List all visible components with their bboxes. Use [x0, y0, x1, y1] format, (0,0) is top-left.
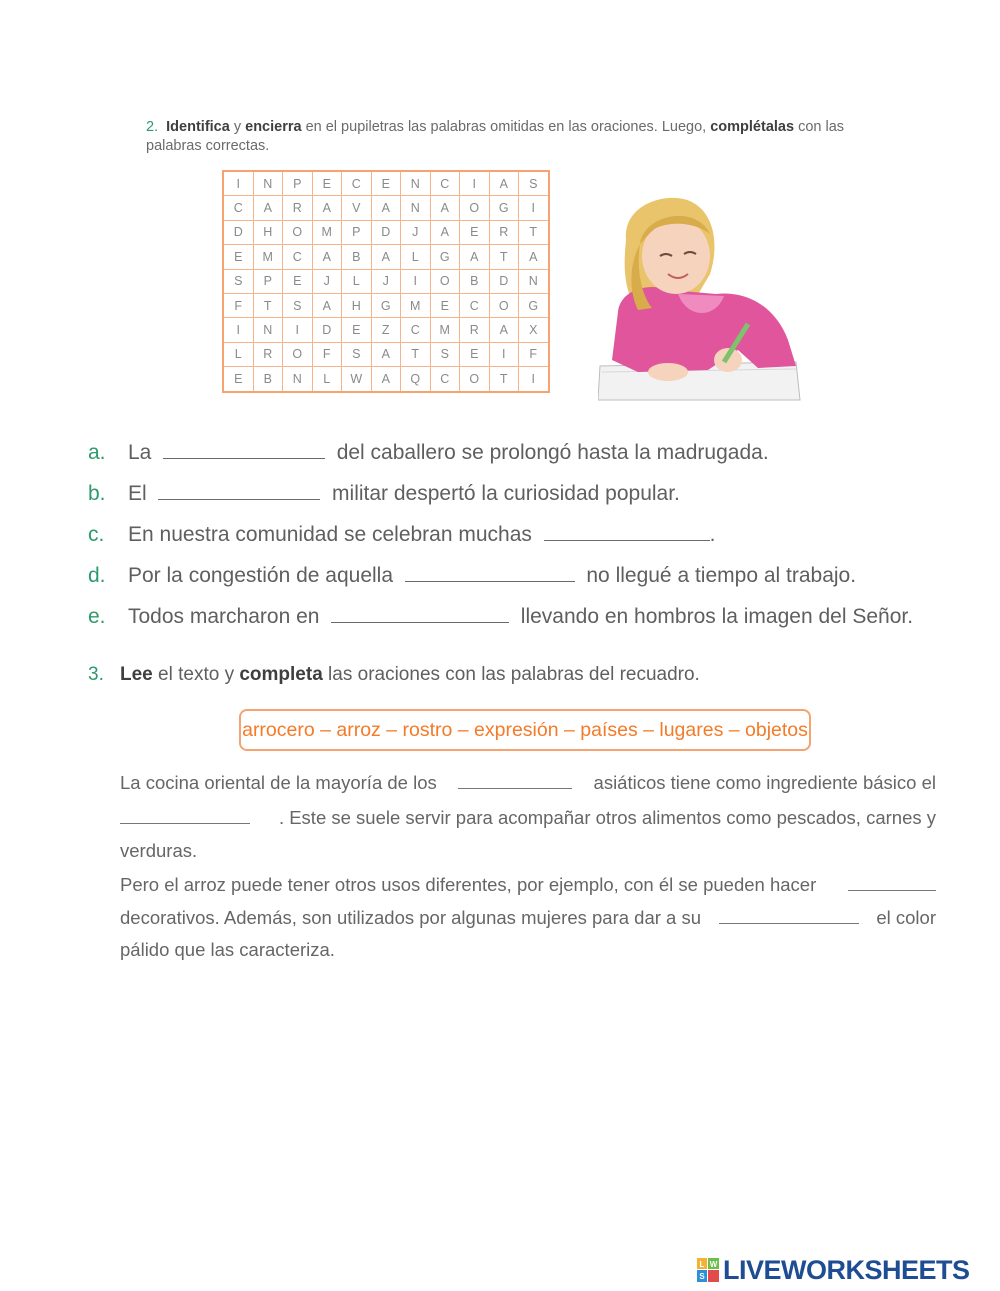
paragraph-text: el color	[876, 907, 936, 928]
instruction-fragment: Identifica	[166, 119, 230, 135]
liveworksheets-logo[interactable]	[697, 1255, 970, 1285]
grid-cell[interactable]: D	[489, 269, 519, 293]
girl-writing-illustration	[598, 190, 803, 402]
sentence-letter: e.	[88, 605, 106, 628]
grid-cell[interactable]: R	[253, 342, 283, 366]
grid-cell[interactable]: G	[430, 245, 460, 269]
grid-cell[interactable]: E	[430, 293, 460, 317]
grid-cell[interactable]: A	[312, 293, 342, 317]
grid-cell[interactable]: N	[253, 318, 283, 342]
instruction-fragment: Lee	[120, 664, 153, 685]
grid-cell[interactable]: E	[460, 220, 490, 244]
grid-cell[interactable]: G	[371, 293, 401, 317]
sentence-text-before: El	[128, 482, 147, 505]
paragraph-text: Pero el arroz puede tener otros usos diferentes, por ejemplo, con él se pueden hacer	[120, 874, 817, 895]
sentence-text-before: Por la congestión de aquella	[128, 564, 394, 587]
grid-cell[interactable]: I	[223, 318, 253, 342]
grid-cell[interactable]: M	[401, 293, 431, 317]
grid-cell[interactable]: F	[223, 293, 253, 317]
grid-row	[223, 342, 549, 366]
sentence-text-after: militar despertó la curiosidad popular.	[332, 482, 680, 505]
paragraph-text: La cocina oriental de la mayoría de los	[120, 772, 437, 793]
paragraph-line-5	[120, 907, 936, 929]
sentence-d	[88, 563, 856, 588]
grid-cell[interactable]: T	[489, 245, 519, 269]
grid-row	[223, 196, 549, 220]
sentence-text-after: llevando en hombros la imagen del Señor.	[520, 605, 914, 628]
grid-cell[interactable]: X	[519, 318, 549, 342]
instruction-fragment: complétalas	[710, 119, 795, 135]
sentence-text-before: En nuestra comunidad se celebran muchas	[128, 523, 532, 546]
grid-cell[interactable]: S	[519, 171, 549, 196]
paragraph-text: pálido que las caracteriza.	[120, 939, 335, 960]
grid-cell[interactable]: E	[312, 171, 342, 196]
sentence-text-after: no llegué a tiempo al trabajo.	[586, 564, 857, 587]
word-bank-box: arrocero – arroz – rostro – expresión – países – lugares – objetos	[239, 709, 811, 751]
grid-cell[interactable]: P	[283, 171, 313, 196]
grid-cell[interactable]: A	[519, 245, 549, 269]
grid-cell[interactable]: A	[460, 245, 490, 269]
grid-cell[interactable]: O	[283, 220, 313, 244]
exercise-3-instruction	[88, 664, 700, 686]
grid-cell[interactable]: E	[223, 367, 253, 392]
grid-cell[interactable]: T	[519, 220, 549, 244]
sentence-text-after: del caballero se prolongó hasta la madrugada.	[336, 441, 769, 464]
grid-cell[interactable]: Z	[371, 318, 401, 342]
grid-cell[interactable]: T	[253, 293, 283, 317]
grid-cell[interactable]: E	[223, 245, 253, 269]
exercise-2-number: 2.	[146, 119, 159, 135]
grid-row	[223, 171, 549, 196]
sentence-a	[88, 440, 769, 465]
logo-text: LIVEWORKSHEETS	[723, 1254, 970, 1285]
grid-row	[223, 367, 549, 392]
grid-cell[interactable]: N	[401, 196, 431, 220]
grid-cell[interactable]: C	[283, 245, 313, 269]
answer-blank-4[interactable]	[719, 907, 859, 924]
grid-cell[interactable]: B	[253, 367, 283, 392]
instruction-fragment: encierra	[245, 119, 302, 135]
grid-cell[interactable]: I	[401, 269, 431, 293]
grid-row	[223, 220, 549, 244]
sentence-letter: c.	[88, 523, 105, 546]
grid-cell[interactable]: N	[253, 171, 283, 196]
grid-cell[interactable]: P	[253, 269, 283, 293]
grid-cell[interactable]: C	[430, 367, 460, 392]
liveworksheets-badge-icon	[697, 1258, 719, 1282]
paragraph-line-2	[120, 807, 936, 829]
paragraph-text: decorativos. Además, son utilizados por algunas mujeres para dar a su	[120, 907, 702, 928]
sentence-letter: a.	[88, 441, 106, 464]
grid-cell[interactable]: A	[312, 196, 342, 220]
grid-cell[interactable]: W	[342, 367, 372, 392]
grid-cell[interactable]: I	[223, 171, 253, 196]
answer-blank-c[interactable]	[544, 522, 710, 541]
instruction-fragment: en el pupiletras las palabras omitidas en las oraciones. Luego,	[301, 119, 711, 135]
instruction-fragment: las oraciones con las palabras del recuadro.	[322, 664, 700, 685]
exercise-3-number: 3.	[88, 664, 104, 685]
grid-cell[interactable]: A	[430, 196, 460, 220]
grid-cell[interactable]: H	[253, 220, 283, 244]
grid-cell[interactable]: R	[489, 220, 519, 244]
grid-cell[interactable]: A	[371, 342, 401, 366]
grid-cell[interactable]: M	[253, 245, 283, 269]
paragraph-line-1	[120, 772, 936, 794]
sentence-letter: b.	[88, 482, 106, 505]
grid-cell[interactable]: S	[430, 342, 460, 366]
paragraph-text: verduras.	[120, 840, 198, 861]
exercise-2-instruction	[146, 118, 866, 156]
instruction-fragment: completa	[239, 664, 323, 685]
grid-cell[interactable]: G	[519, 293, 549, 317]
grid-cell[interactable]: J	[371, 269, 401, 293]
grid-cell[interactable]: B	[460, 269, 490, 293]
grid-cell[interactable]: J	[401, 220, 431, 244]
grid-cell[interactable]: C	[223, 196, 253, 220]
grid-cell[interactable]: C	[342, 171, 372, 196]
answer-blank-3[interactable]	[848, 874, 936, 891]
grid-cell[interactable]: B	[342, 245, 372, 269]
grid-cell[interactable]: R	[283, 196, 313, 220]
grid-cell[interactable]: O	[460, 367, 490, 392]
sentence-c	[88, 522, 715, 547]
grid-row	[223, 269, 549, 293]
grid-cell[interactable]: A	[253, 196, 283, 220]
instruction-fragment: con las palabras correctas.	[146, 119, 845, 154]
grid-cell[interactable]: O	[430, 269, 460, 293]
grid-cell[interactable]: A	[371, 367, 401, 392]
grid-cell[interactable]: N	[519, 269, 549, 293]
grid-cell[interactable]: P	[342, 220, 372, 244]
grid-cell[interactable]: D	[371, 220, 401, 244]
answer-blank-b[interactable]	[158, 481, 320, 500]
grid-cell[interactable]: E	[371, 171, 401, 196]
grid-cell[interactable]: O	[283, 342, 313, 366]
answer-blank-2[interactable]	[120, 807, 250, 824]
grid-cell[interactable]: A	[430, 220, 460, 244]
grid-cell[interactable]: I	[519, 367, 549, 392]
paragraph-text: . Este se suele servir para acompañar otros alimentos como pescados, carnes y	[278, 807, 936, 828]
grid-cell[interactable]: C	[430, 171, 460, 196]
grid-cell[interactable]: C	[460, 293, 490, 317]
word-search-grid[interactable]	[222, 170, 550, 393]
instruction-fragment: y	[229, 119, 246, 135]
answer-blank-1[interactable]	[458, 772, 572, 789]
answer-blank-d[interactable]	[405, 563, 575, 582]
answer-blank-a[interactable]	[163, 440, 325, 459]
grid-cell[interactable]: L	[312, 367, 342, 392]
grid-cell[interactable]: D	[312, 318, 342, 342]
sentence-b	[88, 481, 680, 506]
grid-cell[interactable]: T	[401, 342, 431, 366]
grid-cell[interactable]: V	[342, 196, 372, 220]
grid-cell[interactable]: F	[312, 342, 342, 366]
grid-cell[interactable]: M	[430, 318, 460, 342]
grid-cell[interactable]: Q	[401, 367, 431, 392]
grid-cell[interactable]: A	[489, 171, 519, 196]
paragraph-line-4	[120, 874, 936, 896]
grid-cell[interactable]: L	[223, 342, 253, 366]
grid-cell[interactable]: A	[371, 196, 401, 220]
badge-letter-s: S	[699, 1272, 705, 1281]
grid-cell[interactable]: G	[489, 196, 519, 220]
grid-cell[interactable]: J	[312, 269, 342, 293]
sentence-text-after: .	[709, 523, 716, 546]
grid-cell[interactable]: E	[460, 342, 490, 366]
grid-cell[interactable]: N	[283, 367, 313, 392]
grid-cell[interactable]: F	[519, 342, 549, 366]
exercise-3-instruction-text	[120, 664, 700, 685]
grid-cell[interactable]: E	[283, 269, 313, 293]
grid-cell[interactable]: O	[489, 293, 519, 317]
paragraph-line-3	[120, 840, 936, 862]
paragraph-line-6	[120, 939, 936, 961]
grid-cell[interactable]: I	[489, 342, 519, 366]
grid-cell[interactable]: A	[489, 318, 519, 342]
grid-cell[interactable]: C	[401, 318, 431, 342]
grid-cell[interactable]: N	[401, 171, 431, 196]
grid-cell[interactable]: L	[401, 245, 431, 269]
grid-cell[interactable]: S	[223, 269, 253, 293]
badge-letter-l: L	[699, 1260, 705, 1269]
exercise-2-instruction-text	[146, 119, 844, 154]
grid-cell[interactable]: L	[342, 269, 372, 293]
badge-letter-w: W	[709, 1260, 718, 1269]
sentence-text-before: La	[128, 441, 152, 464]
grid-cell[interactable]: I	[460, 171, 490, 196]
grid-cell[interactable]: T	[489, 367, 519, 392]
sentence-e	[88, 604, 913, 629]
grid-cell[interactable]: I	[519, 196, 549, 220]
sentence-letter: d.	[88, 564, 106, 587]
grid-cell[interactable]: S	[342, 342, 372, 366]
grid-row	[223, 318, 549, 342]
grid-cell[interactable]: M	[312, 220, 342, 244]
grid-cell[interactable]: D	[223, 220, 253, 244]
grid-cell[interactable]: A	[371, 245, 401, 269]
sentence-text-before: Todos marcharon en	[128, 605, 320, 628]
answer-blank-e[interactable]	[331, 604, 509, 623]
grid-cell[interactable]: E	[342, 318, 372, 342]
instruction-fragment: el texto y	[152, 664, 240, 685]
grid-row	[223, 293, 549, 317]
grid-cell[interactable]: S	[283, 293, 313, 317]
paragraph-text: asiáticos tiene como ingrediente básico el	[593, 772, 936, 793]
grid-cell[interactable]: H	[342, 293, 372, 317]
grid-cell[interactable]: I	[283, 318, 313, 342]
grid-cell[interactable]: A	[312, 245, 342, 269]
grid-row	[223, 245, 549, 269]
grid-cell[interactable]: R	[460, 318, 490, 342]
grid-cell[interactable]: O	[460, 196, 490, 220]
